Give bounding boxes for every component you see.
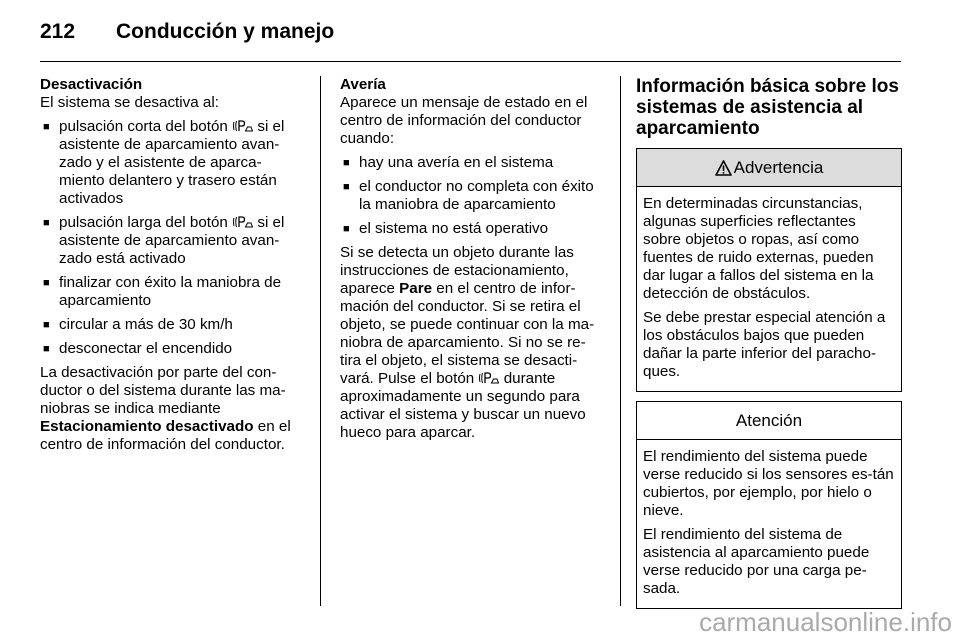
column-divider-2 xyxy=(620,76,621,606)
warning-title: Advertencia xyxy=(733,157,824,177)
list-item: ■ hay una avería en el sistema xyxy=(343,154,554,171)
list-item: ■ el conductor no completa con éxito la maniobra de aparcamiento xyxy=(343,178,594,213)
warning-text-2: Se debe prestar especial atención a los obstáculos bajos que pueden dañar la parte inferior del paracho-ques. xyxy=(643,309,886,380)
notice-box xyxy=(636,401,902,609)
page-number: 212 xyxy=(40,20,76,43)
notice-text-2: El rendimiento del sistema de asistencia al aparcamiento puede verse reducido por una carga pe-sada. xyxy=(643,526,870,597)
column-deactivation xyxy=(40,76,306,460)
list-item: ■ pulsación corta del botón si el asistente de aparcamiento avan-zado y el asistente de aparca-miento delantero y trasero están activados xyxy=(43,118,285,207)
fault-paragraph: Si se detecta un objeto durante las instrucciones de estacionamiento, aparece Pare en el centro de infor-mación del conductor. Si se retira el objeto, se puede continuar con la ma-niobra de aparcamiento. Si no se re-tira el objeto, el sistema se desacti-vará. Pulse el botón durante aproximadamente un segundo para activar el sistema y buscar un nuevo hueco para aparcar. xyxy=(340,244,595,441)
deactivation-heading: Desactivación xyxy=(40,76,143,93)
stop-message: Pare xyxy=(399,280,433,297)
square-bullet-icon: ■ xyxy=(343,223,350,235)
warning-box-body xyxy=(637,187,901,391)
deactivation-intro: El sistema se desactiva al: xyxy=(40,94,219,111)
square-bullet-icon: ■ xyxy=(43,343,50,355)
warning-triangle-icon xyxy=(715,160,732,176)
list-item: ■ pulsación larga del botón si el asistente de aparcamiento avan-zado está activado xyxy=(43,214,285,267)
chapter-title: Conducción y manejo xyxy=(116,20,335,43)
warning-box xyxy=(636,148,902,392)
parking-deactivated-message: Estacionamiento desactivado xyxy=(40,418,254,435)
deactivation-paragraph: La desactivación por parte del con-ductor o del sistema durante las ma-niobras se indica mediante Estacionamiento desactivado en el centro de información del conductor. xyxy=(40,364,291,453)
notice-text-1: El rendimiento del sistema puede verse reducido si los sensores es-tán cubiertos, por ejemplo, por hielo o nieve. xyxy=(643,448,894,519)
square-bullet-icon: ■ xyxy=(43,319,50,331)
warning-box-header xyxy=(637,149,901,187)
column-fault xyxy=(340,76,606,448)
square-bullet-icon: ■ xyxy=(343,157,350,169)
list-item: ■ finalizar con éxito la maniobra de aparcamiento xyxy=(43,274,282,309)
notice-box-header xyxy=(637,402,901,440)
column-basic-info xyxy=(636,76,902,618)
section-title: Información básica sobre los sistemas de asistencia al aparcamiento xyxy=(636,76,899,139)
notice-box-body xyxy=(637,440,901,608)
square-bullet-icon: ■ xyxy=(43,277,50,289)
square-bullet-icon: ■ xyxy=(43,217,50,229)
list-item: ■ desconectar el encendido xyxy=(43,340,233,357)
square-bullet-icon: ■ xyxy=(43,121,50,133)
park-assist-icon xyxy=(478,371,499,385)
notice-title: Atención xyxy=(735,410,803,430)
warning-text-1: En determinadas circunstancias, algunas superficies reflectantes sobre objetos o ropas, así como fuentes de ruido externas, pueden dar lugar a fallos del sistema en la detección de obstáculos. xyxy=(643,195,874,302)
park-assist-icon xyxy=(232,215,253,229)
fault-list xyxy=(340,154,606,238)
header-divider xyxy=(40,61,901,62)
column-divider-1 xyxy=(320,76,321,606)
fault-intro: Aparece un mensaje de estado en el centro de información del conductor cuando: xyxy=(340,94,588,147)
watermark: carmanualsonline.info xyxy=(699,607,952,637)
park-assist-icon xyxy=(232,119,253,133)
square-bullet-icon: ■ xyxy=(343,181,350,193)
list-item: ■ el sistema no está operativo xyxy=(343,220,549,237)
fault-heading: Avería xyxy=(340,76,386,93)
list-item: ■ circular a más de 30 km/h xyxy=(43,316,233,333)
deactivation-list xyxy=(40,118,306,358)
